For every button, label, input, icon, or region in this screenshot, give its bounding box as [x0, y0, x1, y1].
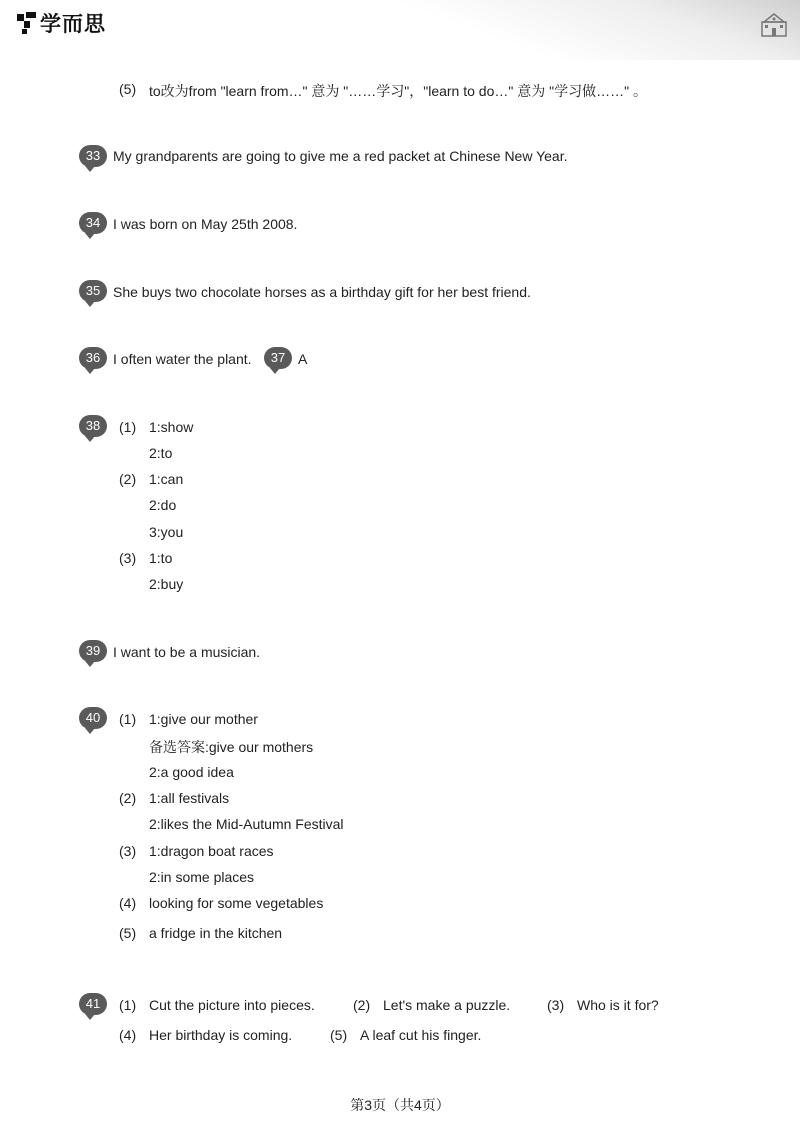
q41-part5-answer: A leaf cut his finger.	[360, 1027, 482, 1043]
q41-part1-answer: Cut the picture into pieces.	[149, 997, 315, 1013]
question-badge-37: 37	[264, 347, 292, 369]
q41-part5-num: (5)	[330, 1027, 348, 1043]
item32-part5-text: to改为from "learn from…" 意为 "……学习"，"learn to do…" 意为 "学习做……" 。	[149, 83, 647, 99]
question-badge-38: 38	[79, 415, 107, 437]
question-badge-40: 40	[79, 707, 107, 729]
answer-35: She buys two chocolate horses as a birthday gift for her best friend.	[113, 284, 531, 300]
q38-part3-answer2: 2:buy	[149, 576, 184, 592]
q40-part3-answer2: 2:in some places	[149, 869, 255, 885]
question-badge-39: 39	[79, 640, 107, 662]
q41-part2-answer: Let's make a puzzle.	[383, 997, 511, 1013]
answer-33: My grandparents are going to give me a red packet at Chinese New Year.	[113, 148, 568, 164]
q40-part4-num: (4)	[119, 895, 137, 911]
item32-part5-num: (5)	[119, 81, 137, 97]
q38-part2-answer3: 3:you	[149, 524, 184, 540]
q40-part1-answer1: 1:give our mother	[149, 711, 258, 727]
corner-shadow	[380, 0, 800, 60]
q38-part3-num: (3)	[119, 550, 137, 566]
answer-34: I was born on May 25th 2008.	[113, 216, 298, 232]
q41-part1-num: (1)	[119, 997, 137, 1013]
page-number: 第3页（共4页）	[350, 1097, 450, 1113]
q41-part3-answer: Who is it for?	[577, 997, 659, 1013]
q38-part2-answer1: 1:can	[149, 471, 184, 487]
question-badge-33: 33	[79, 145, 107, 167]
question-badge-41: 41	[79, 993, 107, 1015]
question-badge-34: 34	[79, 212, 107, 234]
logo-mark-icon	[16, 11, 38, 35]
q40-part4-answer: looking for some vegetables	[149, 895, 324, 911]
logo-text: 学而思	[40, 12, 106, 36]
q40-part5-num: (5)	[119, 925, 137, 941]
q40-part1-num: (1)	[119, 711, 137, 727]
q40-part3-answer1: 1:dragon boat races	[149, 843, 274, 859]
q40-part2-num: (2)	[119, 790, 137, 806]
q40-part1-alt-answer: 备选答案:give our mothers	[149, 739, 314, 755]
q38-part1-answer1: 1:show	[149, 419, 194, 435]
answer-36: I often water the plant.	[113, 351, 252, 367]
brand-logo	[16, 8, 106, 38]
q40-part5-answer: a fridge in the kitchen	[149, 925, 283, 941]
answer-39: I want to be a musician.	[113, 644, 261, 660]
q41-part2-num: (2)	[353, 997, 371, 1013]
answer-37: A	[298, 351, 308, 367]
question-badge-35: 35	[79, 280, 107, 302]
q38-part2-answer2: 2:do	[149, 497, 177, 513]
q40-part2-answer1: 1:all festivals	[149, 790, 230, 806]
q41-part3-num: (3)	[547, 997, 565, 1013]
q38-part3-answer1: 1:to	[149, 550, 173, 566]
q41-part4-answer: Her birthday is coming.	[149, 1027, 293, 1043]
school-building-icon	[760, 12, 788, 38]
q40-part1-answer2: 2:a good idea	[149, 764, 234, 780]
q38-part1-num: (1)	[119, 419, 137, 435]
q38-part1-answer2: 2:to	[149, 445, 173, 461]
q38-part2-num: (2)	[119, 471, 137, 487]
q40-part2-answer2: 2:likes the Mid-Autumn Festival	[149, 816, 344, 832]
question-badge-36: 36	[79, 347, 107, 369]
q40-part3-num: (3)	[119, 843, 137, 859]
q41-part4-num: (4)	[119, 1027, 137, 1043]
